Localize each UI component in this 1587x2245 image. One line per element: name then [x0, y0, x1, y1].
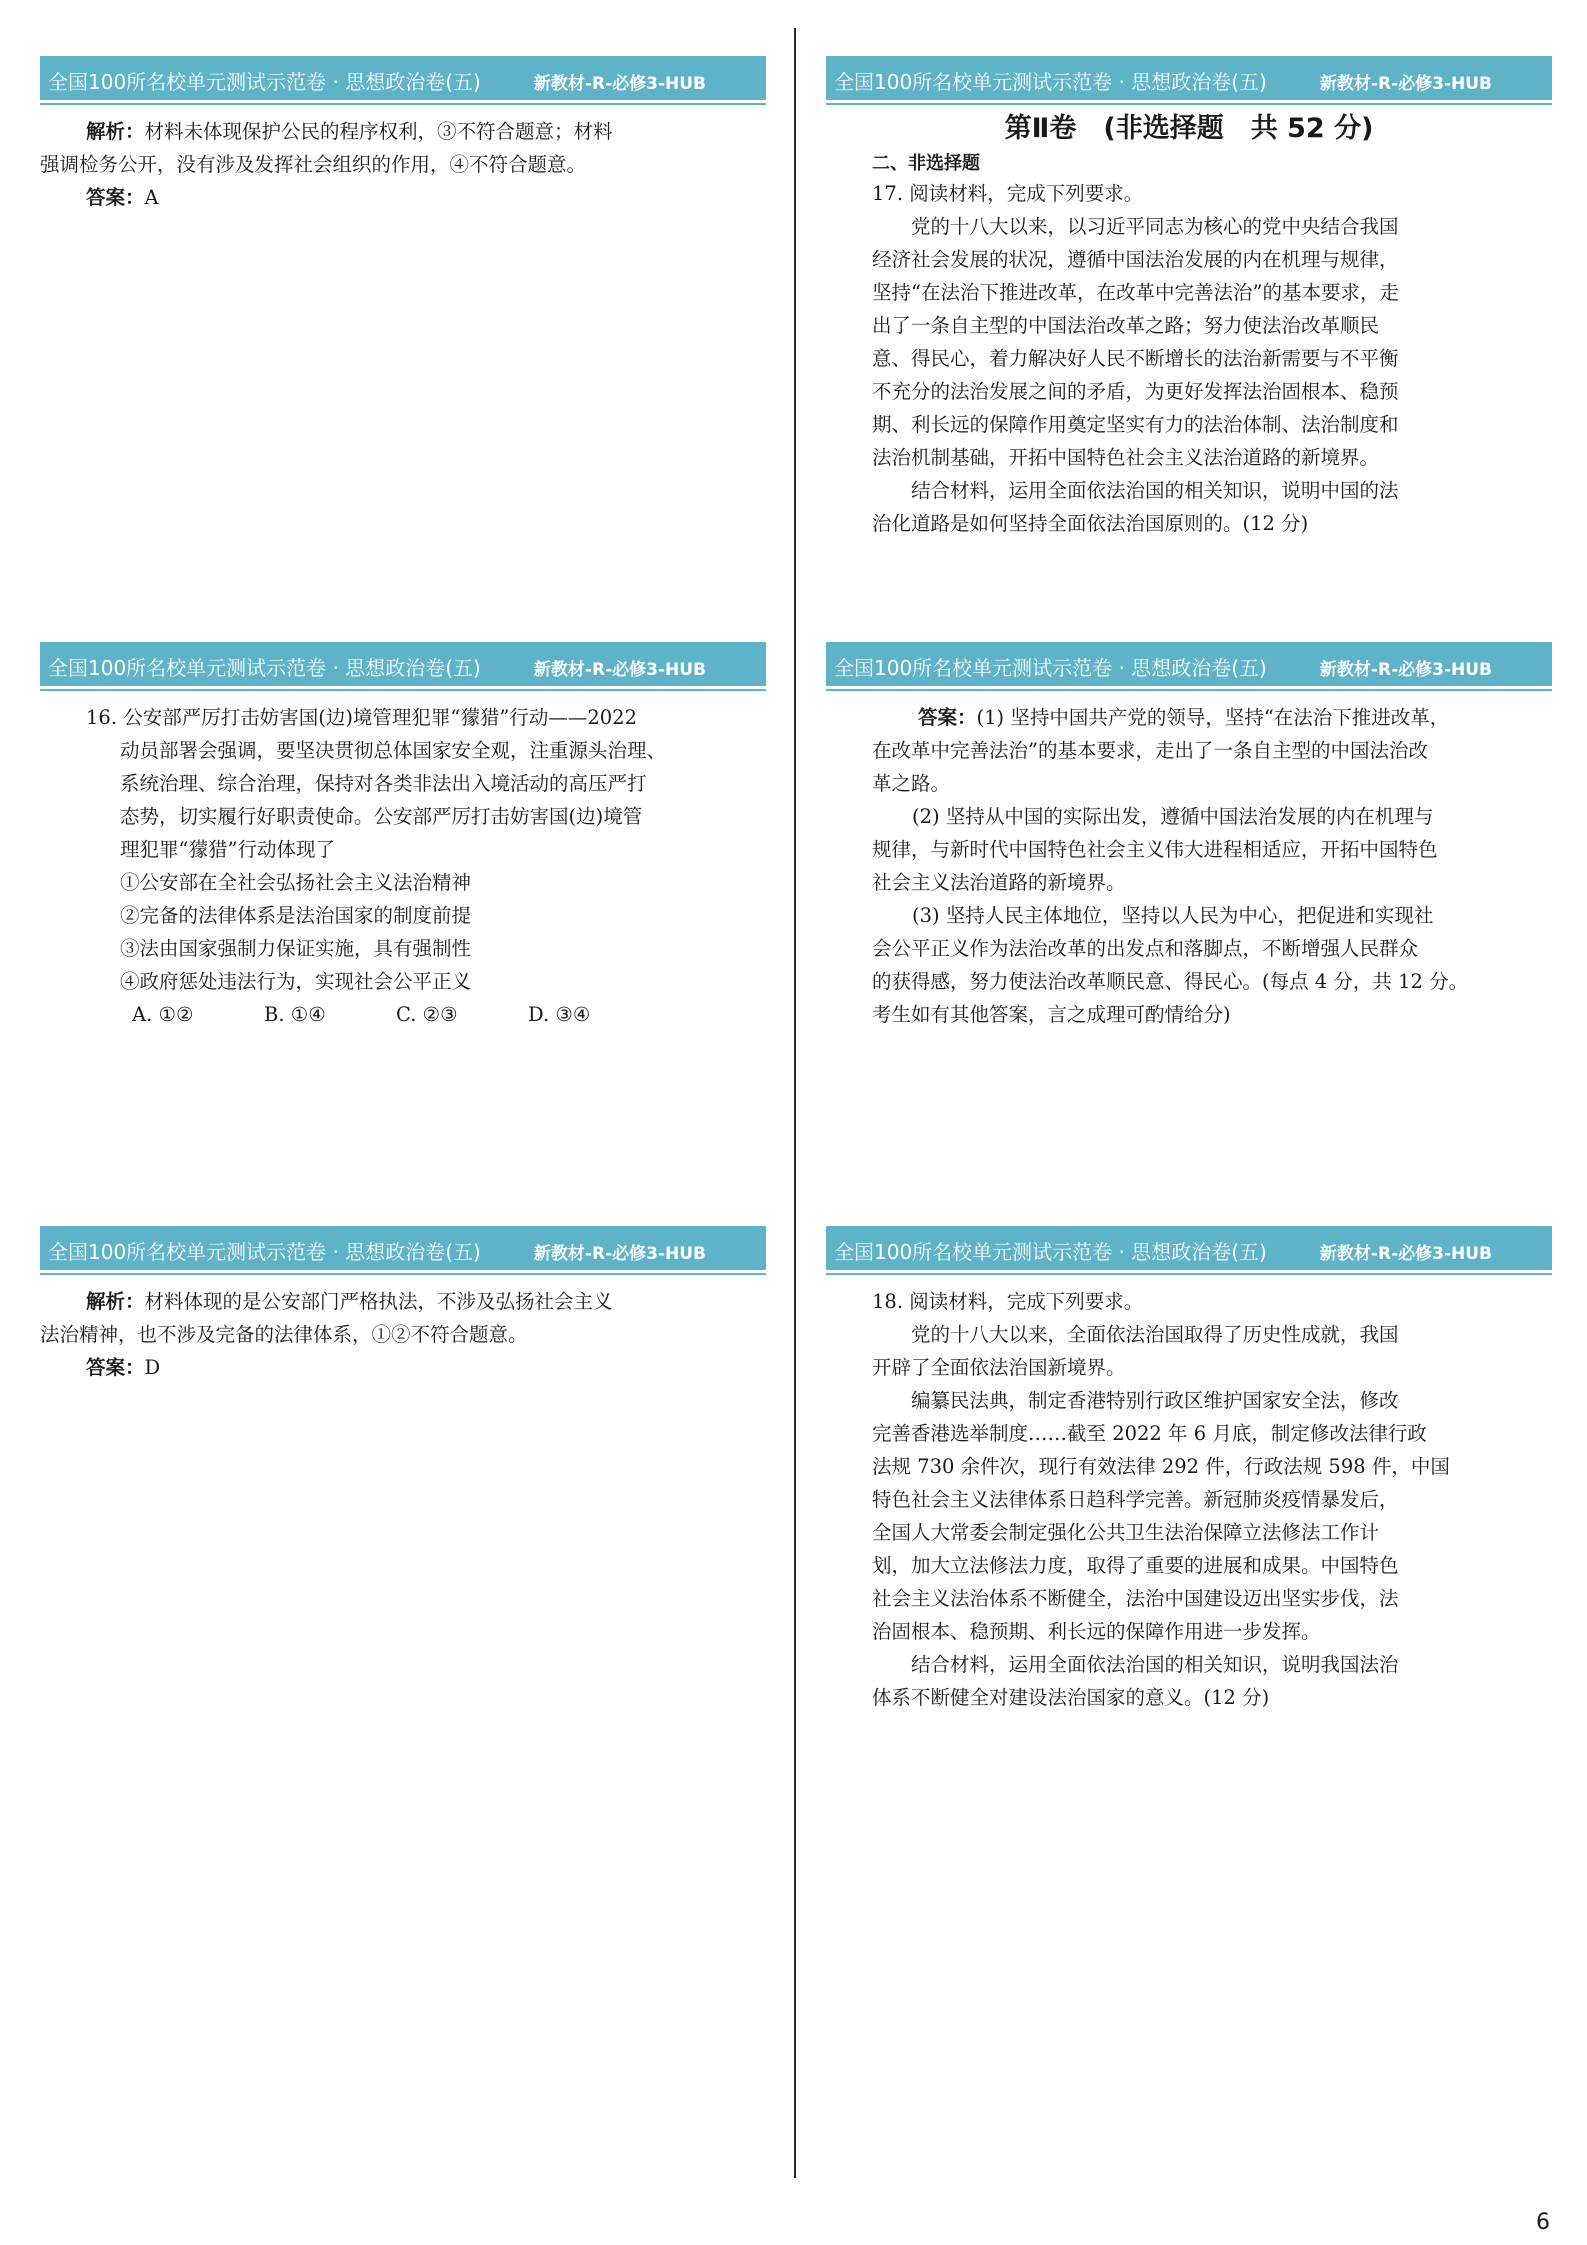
question-stem: 17. 阅读材料，完成下列要求。	[872, 182, 1144, 205]
header-title: 全国100所名校单元测试示范卷 · 思想政治卷(五)	[48, 1240, 481, 1264]
question-line: 16. 公安部严厉打击妨害国(边)境管理犯罪“獴猎”行动——2022	[86, 706, 637, 729]
material-line: 法规 730 余件次，现行有效法律 292 件，行政法规 598 件，中国	[872, 1455, 1450, 1478]
center-divider	[794, 28, 796, 2178]
answer-line	[826, 701, 1552, 734]
material-line: 坚持“在法治下推进改革，在改革中完善法治”的基本要求，走	[872, 281, 1399, 304]
panel-content	[826, 105, 1552, 540]
header-title: 全国100所名校单元测试示范卷 · 思想政治卷(五)	[834, 656, 1267, 680]
page-number: 6	[1536, 2210, 1550, 2235]
header-edition: 新教材-R-必修3-HUB	[1319, 74, 1492, 94]
answer-line: 在改革中完善法治”的基本要求，走出了一条自主型的中国法治改	[872, 739, 1428, 762]
analysis-line	[40, 1285, 766, 1318]
statement-option: ③法由国家强制力保证实施，具有强制性	[120, 937, 472, 960]
choice-c: C. ②③	[396, 1003, 458, 1026]
panel-top-left	[40, 56, 766, 214]
answer-value: A	[144, 186, 159, 209]
header-edition: 新教材-R-必修3-HUB	[533, 74, 706, 94]
material-line: 治固根本、稳预期、利长远的保障作用进一步发挥。	[872, 1620, 1321, 1643]
answer-text: (1) 坚持中国共产党的领导，坚持“在法治下推进改革，	[976, 706, 1450, 729]
material-line: 法治机制基础，开拓中国特色社会主义法治道路的新境界。	[872, 446, 1380, 469]
panel-middle-left	[40, 642, 766, 1031]
answer-line: 考生如有其他答案，言之成理可酌情给分)	[872, 1003, 1231, 1026]
panel-content	[40, 1275, 766, 1384]
analysis-text: 材料未体现保护公民的程序权利，③不符合题意；材料	[144, 120, 613, 143]
statement-option: ④政府惩处违法行为，实现社会公平正义	[120, 970, 472, 993]
header-edition: 新教材-R-必修3-HUB	[533, 660, 706, 680]
choice-d: D. ③④	[528, 1003, 591, 1026]
material-block	[826, 1318, 1552, 1714]
answer-line	[40, 1351, 766, 1384]
material-line: 社会主义法治体系不断健全，法治中国建设迈出坚实步伐，法	[872, 1587, 1399, 1610]
analysis-line	[40, 115, 766, 148]
analysis-text: 材料体现的是公安部门严格执法，不涉及弘扬社会主义	[144, 1290, 613, 1313]
analysis-label: 解析：	[86, 120, 145, 143]
header-edition: 新教材-R-必修3-HUB	[533, 1244, 706, 1264]
material-line: 经济社会发展的状况，遵循中国法治发展的内在机理与规律，	[872, 248, 1399, 271]
answer-line: (2) 坚持从中国的实际出发，遵循中国法治发展的内在机理与	[912, 805, 1434, 828]
answer-line	[40, 181, 766, 214]
choice-b: B. ①④	[264, 1003, 326, 1026]
material-line: 不充分的法治发展之间的矛盾，为更好发挥法治固根本、稳预	[872, 380, 1399, 403]
answer-line: 会公平正义作为法治改革的出发点和落脚点，不断增强人民群众	[872, 937, 1419, 960]
panel-content	[40, 691, 766, 1031]
analysis-line: 法治精神，也不涉及完备的法律体系，①②不符合题意。	[40, 1323, 528, 1346]
panel-content	[40, 105, 766, 214]
panel-middle-right	[826, 642, 1552, 1031]
header-title: 全国100所名校单元测试示范卷 · 思想政治卷(五)	[834, 70, 1267, 94]
answer-value: D	[144, 1356, 161, 1379]
requirement-line: 结合材料，运用全面依法治国的相关知识，说明中国的法	[911, 479, 1399, 502]
material-line: 开辟了全面依法治国新境界。	[872, 1356, 1126, 1379]
requirement-line: 治化道路是如何坚持全面依法治国原则的。(12 分)	[872, 512, 1309, 535]
requirement-line: 结合材料，运用全面依法治国的相关知识，说明我国法治	[911, 1653, 1399, 1676]
material-line: 出了一条自主型的中国法治改革之路；努力使法治改革顺民	[872, 314, 1380, 337]
material-line: 划，加大立法修法力度，取得了重要的进展和成果。中国特色	[872, 1554, 1399, 1577]
answer-line: 的获得感，努力使法治改革顺民意、得民心。(每点 4 分，共 12 分。	[872, 970, 1469, 993]
material-line: 编纂民法典，制定香港特别行政区维护国家安全法，修改	[911, 1389, 1399, 1412]
material-line: 党的十八大以来，全面依法治国取得了历史性成就，我国	[911, 1323, 1399, 1346]
answer-line: 规律，与新时代中国特色社会主义伟大进程相适应，开拓中国特色	[872, 838, 1438, 861]
panel-header	[826, 642, 1552, 686]
panel-header	[826, 1226, 1552, 1270]
material-line: 党的十八大以来，以习近平同志为核心的党中央结合我国	[911, 215, 1399, 238]
question-line: 系统治理、综合治理，保持对各类非法出入境活动的高压严打	[120, 772, 647, 795]
material-line: 全国人大常委会制定强化公共卫生法治保障立法修法工作计	[872, 1521, 1380, 1544]
panel-header	[40, 1226, 766, 1270]
panel-content	[826, 1275, 1552, 1714]
material-line: 完善香港选举制度……截至 2022 年 6 月底，制定修改法律行政	[872, 1422, 1427, 1445]
material-line: 意、得民心，着力解决好人民不断增长的法治新需要与不平衡	[872, 347, 1399, 370]
choice-a: A. ①②	[132, 1003, 194, 1026]
header-edition: 新教材-R-必修3-HUB	[1319, 660, 1492, 680]
answer-label: 答案：	[86, 186, 145, 209]
statement-option: ②完备的法律体系是法治国家的制度前提	[120, 904, 472, 927]
panel-bottom-left	[40, 1226, 766, 1384]
analysis-label: 解析：	[86, 1290, 145, 1313]
section-title: 第Ⅱ卷 (非选择题 共 52 分)	[1004, 113, 1374, 144]
header-title: 全国100所名校单元测试示范卷 · 思想政治卷(五)	[48, 656, 481, 680]
header-title: 全国100所名校单元测试示范卷 · 思想政治卷(五)	[48, 70, 481, 94]
panel-content	[826, 691, 1552, 1031]
panel-header	[40, 642, 766, 686]
answer-choices	[40, 998, 766, 1031]
answer-label: 答案：	[86, 1356, 145, 1379]
answer-line: (3) 坚持人民主体地位，坚持以人民为中心，把促进和实现社	[912, 904, 1434, 927]
analysis-line: 强调检务公开，没有涉及发挥社会组织的作用，④不符合题意。	[40, 153, 587, 176]
header-title: 全国100所名校单元测试示范卷 · 思想政治卷(五)	[834, 1240, 1267, 1264]
material-line: 特色社会主义法律体系日趋科学完善。新冠肺炎疫情暴发后，	[872, 1488, 1399, 1511]
question-line: 动员部署会强调，要坚决贯彻总体国家安全观，注重源头治理、	[120, 739, 667, 762]
panel-header	[40, 56, 766, 100]
question-line: 理犯罪“獴猎”行动体现了	[120, 838, 335, 861]
question-line: 态势，切实履行好职责使命。公安部严厉打击妨害国(边)境管	[120, 805, 643, 828]
statement-option: ①公安部在全社会弘扬社会主义法治精神	[120, 871, 472, 894]
answer-line: 社会主义法治道路的新境界。	[872, 871, 1126, 894]
section-subheading: 二、非选择题	[872, 153, 980, 174]
material-block	[826, 210, 1552, 540]
material-line: 期、利长远的保障作用奠定坚实有力的法治体制、法治制度和	[872, 413, 1399, 436]
panel-header	[826, 56, 1552, 100]
panel-top-right	[826, 56, 1552, 540]
requirement-line: 体系不断健全对建设法治国家的意义。(12 分)	[872, 1686, 1270, 1709]
answer-line: 革之路。	[872, 772, 951, 795]
header-edition: 新教材-R-必修3-HUB	[1319, 1244, 1492, 1264]
question-stem: 18. 阅读材料，完成下列要求。	[872, 1290, 1144, 1313]
answer-label: 答案：	[918, 706, 977, 729]
panel-bottom-right	[826, 1226, 1552, 1714]
